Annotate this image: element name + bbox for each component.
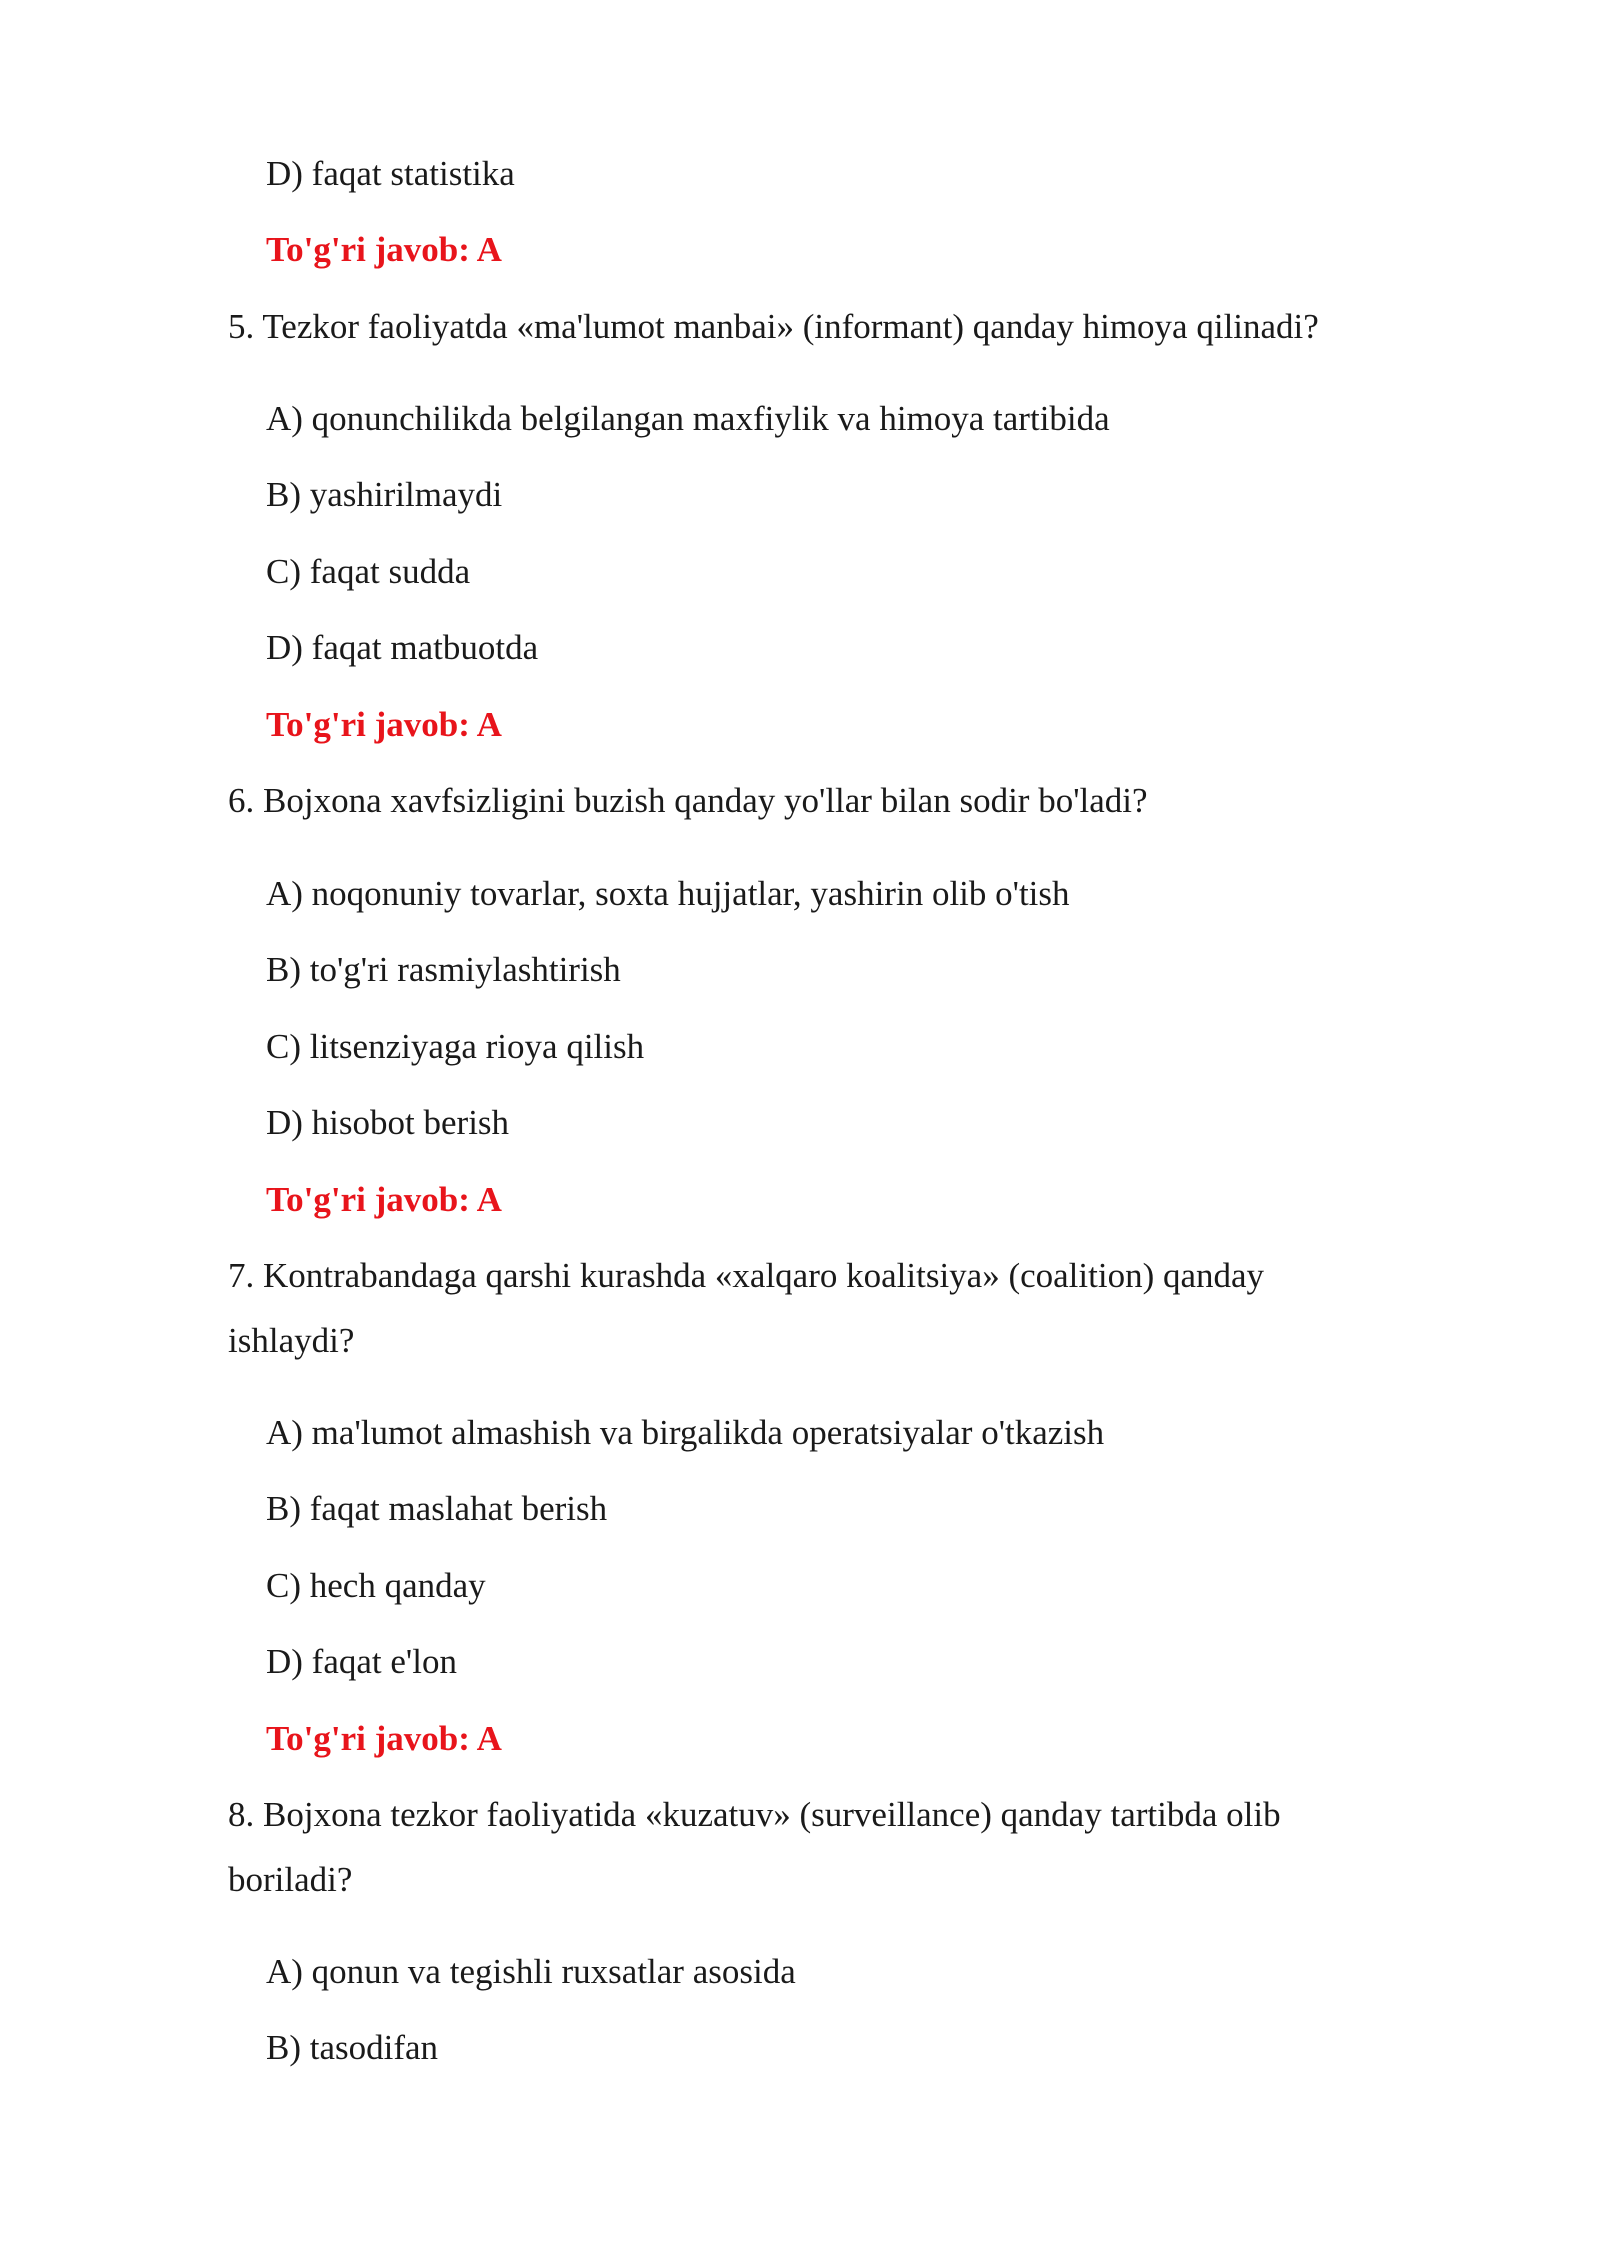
option-b: B) tasodifan	[266, 2028, 439, 2067]
option-a: A) qonunchilikda belgilangan maxfiylik va himoya tartibida	[266, 399, 1110, 438]
question-5: 5. Tezkor faoliyatda «ma'lumot manbai» (informant) qanday himoya qilinadi?	[228, 307, 1319, 346]
option-c: C) faqat sudda	[266, 552, 471, 591]
correct-answer: To'g'ri javob: A	[266, 230, 502, 269]
question-7-continued: ishlaydi?	[228, 1321, 355, 1360]
correct-answer: To'g'ri javob: A	[266, 1719, 502, 1758]
question-6: 6. Bojxona xavfsizligini buzish qanday yo'llar bilan sodir bo'ladi?	[228, 781, 1148, 820]
option-a: A) qonun va tegishli ruxsatlar asosida	[266, 1952, 796, 1991]
question-7: 7. Kontrabandaga qarshi kurashda «xalqaro koalitsiya» (coalition) qanday	[228, 1256, 1265, 1295]
option-d: D) faqat e'lon	[266, 1642, 457, 1681]
correct-answer: To'g'ri javob: A	[266, 1180, 502, 1219]
question-8: 8. Bojxona tezkor faoliyatida «kuzatuv» (surveillance) qanday tartibda olib	[228, 1795, 1281, 1834]
option-b: B) faqat maslahat berish	[266, 1489, 608, 1528]
option-d: D) faqat matbuotda	[266, 628, 539, 667]
option-b: B) to'g'ri rasmiylashtirish	[266, 950, 621, 989]
option-c: C) hech qanday	[266, 1566, 486, 1605]
option-c: C) litsenziyaga rioya qilish	[266, 1027, 645, 1066]
option-b: B) yashirilmaydi	[266, 475, 503, 514]
correct-answer: To'g'ri javob: A	[266, 705, 502, 744]
option-a: A) ma'lumot almashish va birgalikda operatsiyalar o'tkazish	[266, 1413, 1105, 1452]
option-d: D) faqat statistika	[266, 154, 515, 193]
question-8-continued: boriladi?	[228, 1860, 353, 1899]
option-a: A) noqonuniy tovarlar, soxta hujjatlar, yashirin olib o'tish	[266, 874, 1070, 913]
option-d: D) hisobot berish	[266, 1103, 510, 1142]
